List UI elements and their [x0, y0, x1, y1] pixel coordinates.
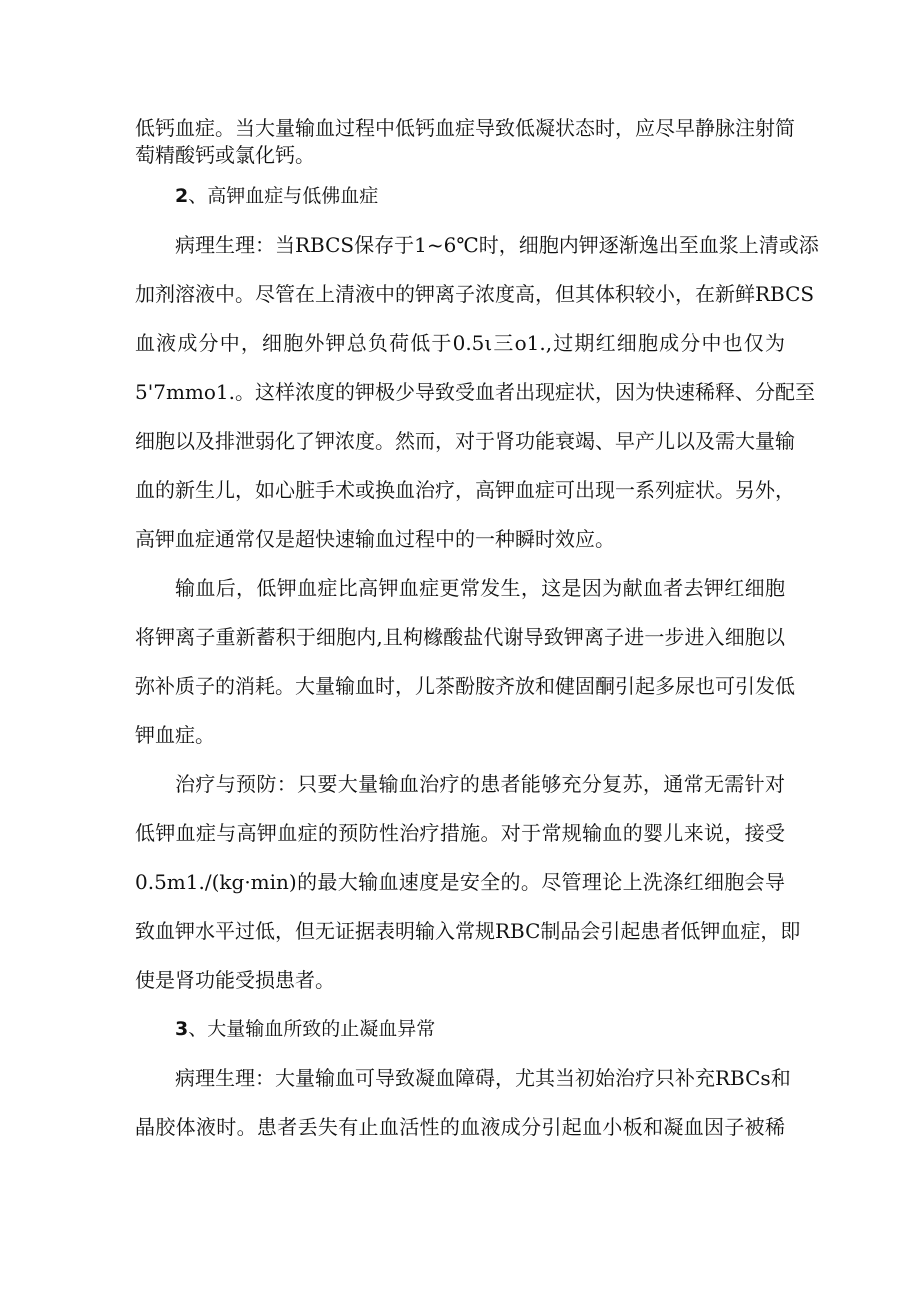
section-number: 2: [175, 185, 189, 207]
section-heading-2: [175, 184, 378, 208]
paragraph-line: 输血后，低钾血症比高钾血症更常发生，这是因为献血者去钾红细胞: [175, 576, 785, 600]
paragraph-line: 治疗与预防：只要大量输血治疗的患者能够充分复苏，通常无需针对: [175, 772, 785, 796]
paragraph-line: 低钙血症。当大量输血过程中低钙血症导致低凝状态时，应尽早静脉注射简: [135, 116, 795, 140]
section-title: 、大量输血所致的止凝血异常: [188, 1018, 436, 1040]
paragraph-line: 血液成分中，细胞外钾总负荷低于0.5ι三o1.,过期红细胞成分中也仅为: [135, 331, 785, 355]
paragraph-line: 5'7mmo1.。这样浓度的钾极少导致受血者出现症状，因为快速稀释、分配至: [135, 380, 815, 404]
paragraph-line: 细胞以及排泄弱化了钾浓度。然而，对于肾功能衰竭、早产儿以及需大量输: [135, 429, 795, 453]
paragraph-line: 病理生理：当RBCS保存于1~6℃时，细胞内钾逐渐逸出至血浆上清或添: [175, 233, 819, 257]
paragraph-line: 致血钾水平过低，但无证据表明输入常规RBC制品会引起患者低钾血症，即: [135, 919, 801, 943]
section-title: 、高钾血症与低佛血症: [188, 185, 379, 207]
paragraph-line: 萄精酸钙或氯化钙。: [135, 143, 315, 167]
paragraph-line: 将钾离子重新蓄积于细胞内,且枸橼酸盐代谢导致钾离子进一步进入细胞以: [135, 625, 785, 649]
section-heading-3: [175, 1017, 435, 1041]
paragraph-line: 血的新生儿，如心脏手术或换血治疗，高钾血症可出现一系列症状。另外，: [135, 478, 795, 502]
section-number: 3: [175, 1018, 189, 1040]
paragraph-line: 使是肾功能受损患者。: [135, 968, 335, 992]
paragraph-line: 0.5m1./(kg·min)的最大输血速度是安全的。尽管理论上洗涤红细胞会导: [135, 870, 785, 894]
paragraph-line: 弥补质子的消耗。大量输血时，儿茶酚胺齐放和健固酮引起多尿也可引发低: [135, 674, 795, 698]
paragraph-line: 高钾血症通常仅是超快速输血过程中的一种瞬时效应。: [135, 527, 615, 551]
paragraph-line: 晶胶体液时。患者丢失有止血活性的血液成分引起血小板和凝血因子被稀: [135, 1115, 785, 1139]
paragraph-line: 加剂溶液中。尽管在上清液中的钾离子浓度高，但其体积较小，在新鲜RBCS: [135, 282, 815, 306]
paragraph-line: 病理生理：大量输血可导致凝血障碍，尤其当初始治疗只补充RBCs和: [175, 1066, 791, 1090]
paragraph-line: 低钾血症与高钾血症的预防性治疗措施。对于常规输血的婴儿来说，接受: [135, 821, 785, 845]
paragraph-line: 钾血症。: [135, 723, 215, 747]
